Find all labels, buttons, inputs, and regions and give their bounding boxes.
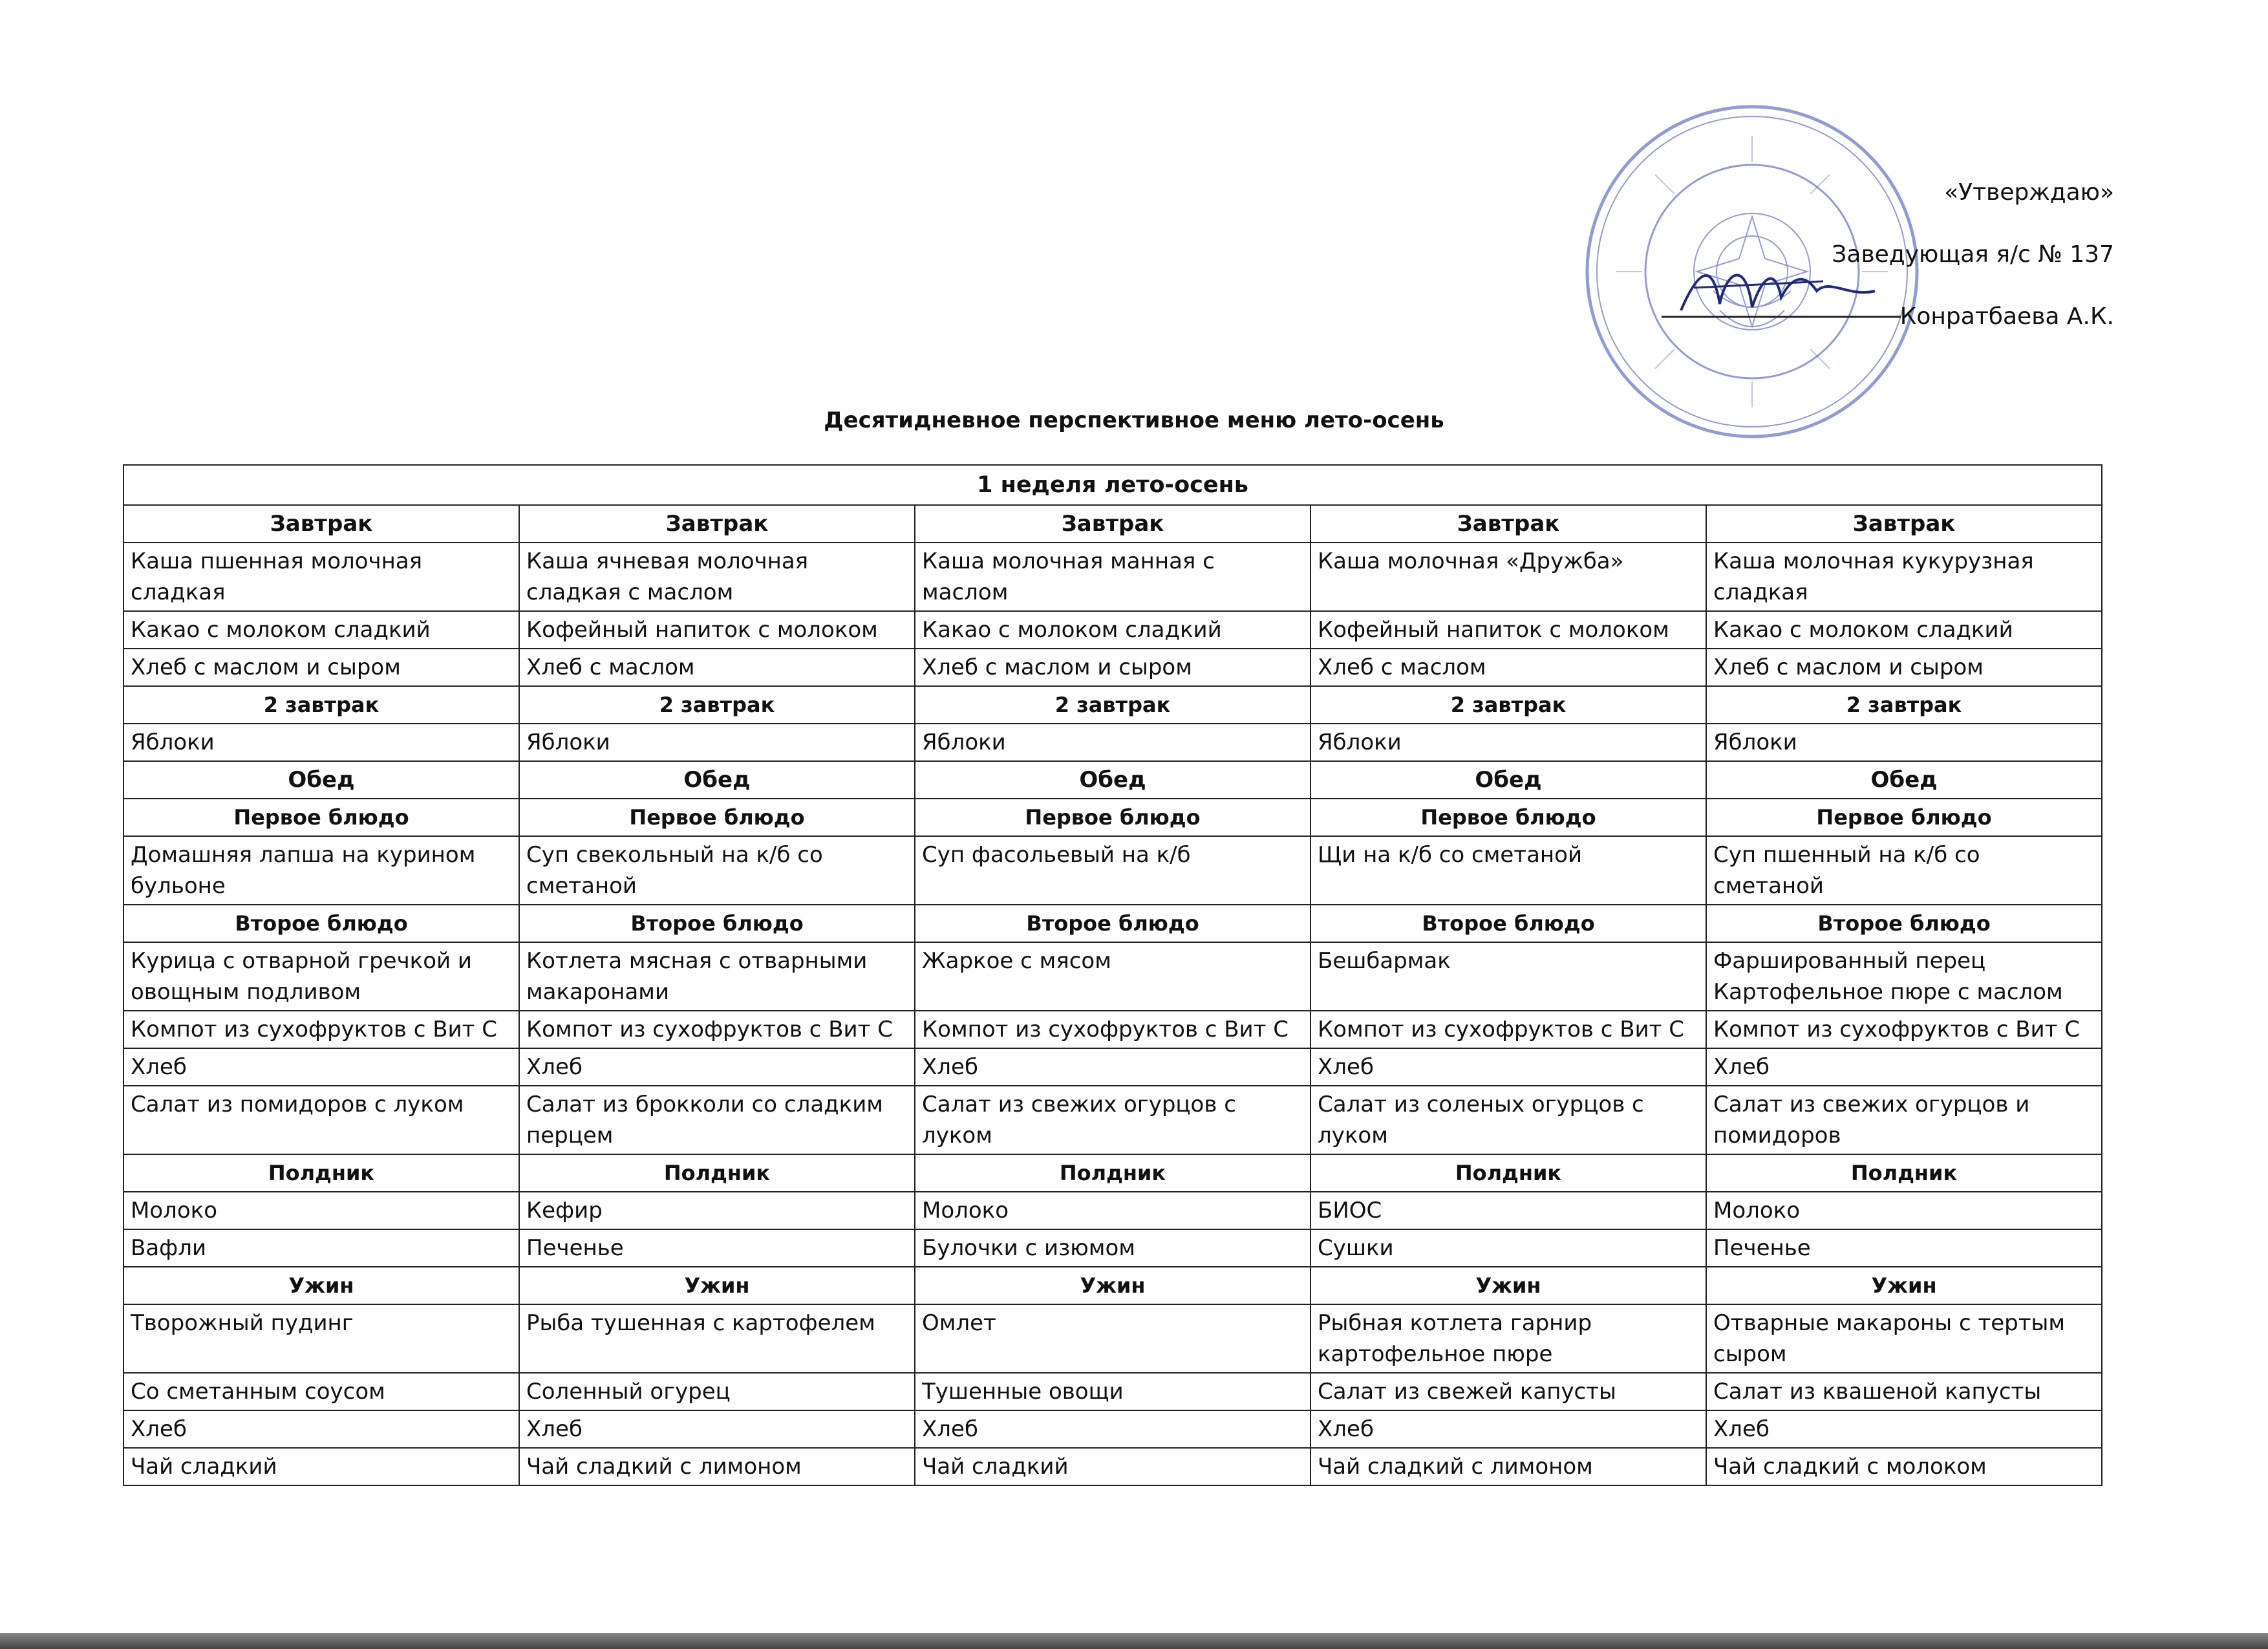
menu-cell: Хлеб [1311, 1048, 1706, 1086]
menu-cell: Чай сладкий [915, 1448, 1311, 1485]
section-header-cell: Полдник [1311, 1154, 1706, 1192]
section-header-cell: Второе блюдо [915, 905, 1311, 942]
menu-row [123, 611, 2102, 649]
section-header-cell: Второе блюдо [519, 905, 915, 942]
menu-cell: Хлеб [1706, 1410, 2102, 1448]
menu-row [123, 1086, 2102, 1154]
menu-cell: Компот из сухофруктов с Вит С [1706, 1011, 2102, 1048]
menu-cell: Яблоки [519, 724, 915, 761]
week-header-row [123, 465, 2102, 505]
section-header-cell: Завтрак [519, 505, 915, 543]
menu-cell: Чай сладкий с лимоном [519, 1448, 915, 1485]
menu-cell: Вафли [123, 1229, 519, 1267]
section-header-cell: Ужин [1706, 1267, 2102, 1304]
section-header-cell: 2 завтрак [915, 686, 1311, 724]
menu-cell: Яблоки [1311, 724, 1706, 761]
menu-row [123, 1448, 2102, 1485]
menu-cell: Курица с отварной гречкой и овощным подливом [123, 942, 519, 1011]
section-header-row [123, 1267, 2102, 1304]
menu-cell: Хлеб [1706, 1048, 2102, 1086]
menu-cell: Молоко [1706, 1192, 2102, 1229]
section-header-cell: Обед [1311, 761, 1706, 799]
menu-cell: Омлет [915, 1304, 1311, 1373]
menu-cell: Хлеб [519, 1410, 915, 1448]
menu-cell: Салат из соленых огурцов с луком [1311, 1086, 1706, 1154]
menu-cell: Хлеб [123, 1410, 519, 1448]
menu-cell: Со сметанным соусом [123, 1373, 519, 1410]
section-header-row [123, 1154, 2102, 1192]
section-header-cell: Первое блюдо [123, 799, 519, 836]
menu-row [123, 724, 2102, 761]
menu-row [123, 942, 2102, 1011]
menu-cell: Хлеб [519, 1048, 915, 1086]
section-header-cell: Первое блюдо [915, 799, 1311, 836]
menu-row [123, 1304, 2102, 1373]
section-header-cell: Завтрак [123, 505, 519, 543]
menu-cell: Соленный огурец [519, 1373, 915, 1410]
menu-cell: Творожный пудинг [123, 1304, 519, 1373]
menu-cell: Хлеб с маслом и сыром [915, 649, 1311, 686]
menu-row [123, 1410, 2102, 1448]
menu-cell: Какао с молоком сладкий [1706, 611, 2102, 649]
menu-cell: Салат из помидоров с луком [123, 1086, 519, 1154]
section-header-cell: Завтрак [915, 505, 1311, 543]
menu-cell: Компот из сухофруктов с Вит С [123, 1011, 519, 1048]
menu-row [123, 1048, 2102, 1086]
menu-cell: Хлеб с маслом и сыром [123, 649, 519, 686]
section-header-cell: 2 завтрак [1311, 686, 1706, 724]
section-header-cell: Обед [123, 761, 519, 799]
menu-cell: Рыбная котлета гарнир картофельное пюре [1311, 1304, 1706, 1373]
menu-row [123, 649, 2102, 686]
section-header-row [123, 799, 2102, 836]
menu-cell: Яблоки [123, 724, 519, 761]
menu-cell: Чай сладкий с лимоном [1311, 1448, 1706, 1485]
menu-cell: Компот из сухофруктов с Вит С [1311, 1011, 1706, 1048]
menu-cell: Хлеб [915, 1410, 1311, 1448]
menu-cell: Суп фасольевый на к/б [915, 836, 1311, 905]
menu-cell: Каша молочная манная с маслом [915, 543, 1311, 611]
menu-cell: Компот из сухофруктов с Вит С [519, 1011, 915, 1048]
menu-row [123, 836, 2102, 905]
menu-cell: Фаршированный перец Картофельное пюре с маслом [1706, 942, 2102, 1011]
menu-cell: Домашняя лапша на курином бульоне [123, 836, 519, 905]
section-header-cell: Завтрак [1706, 505, 2102, 543]
section-header-cell: Завтрак [1311, 505, 1706, 543]
menu-cell: Какао с молоком сладкий [123, 611, 519, 649]
approval-line-approve: «Утверждаю» [1944, 179, 2114, 206]
menu-cell: Яблоки [1706, 724, 2102, 761]
menu-cell: Булочки с изюмом [915, 1229, 1311, 1267]
menu-row [123, 1192, 2102, 1229]
week-title: 1 неделя лето-осень [123, 465, 2102, 505]
menu-cell: Печенье [519, 1229, 915, 1267]
document-title: Десятидневное перспективное меню лето-осень [824, 407, 1444, 433]
menu-cell: Компот из сухофруктов с Вит С [915, 1011, 1311, 1048]
menu-cell: Салат из свежих огурцов с луком [915, 1086, 1311, 1154]
menu-cell: Хлеб [915, 1048, 1311, 1086]
menu-cell: Кофейный напиток с молоком [519, 611, 915, 649]
menu-cell: Каша молочная кукурузная сладкая [1706, 543, 2102, 611]
section-header-cell: Обед [915, 761, 1311, 799]
menu-cell: Каша пшенная молочная сладкая [123, 543, 519, 611]
section-header-row [123, 761, 2102, 799]
section-header-cell: Ужин [1311, 1267, 1706, 1304]
menu-cell: Жаркое с мясом [915, 942, 1311, 1011]
menu-cell: Тушенные овощи [915, 1373, 1311, 1410]
section-header-cell: Ужин [915, 1267, 1311, 1304]
menu-cell: Молоко [915, 1192, 1311, 1229]
section-header-cell: Второе блюдо [1311, 905, 1706, 942]
menu-cell: Чай сладкий с молоком [1706, 1448, 2102, 1485]
section-header-cell: Обед [519, 761, 915, 799]
scan-edge [0, 1633, 2268, 1649]
menu-cell: Салат из свежих огурцов и помидоров [1706, 1086, 2102, 1154]
section-header-row [123, 686, 2102, 724]
menu-row [123, 543, 2102, 611]
menu-cell: Отварные макароны с тертым сыром [1706, 1304, 2102, 1373]
menu-cell: Щи на к/б со сметаной [1311, 836, 1706, 905]
section-header-cell: Полдник [915, 1154, 1311, 1192]
menu-cell: Котлета мясная с отварными макаронами [519, 942, 915, 1011]
section-header-cell: 2 завтрак [123, 686, 519, 724]
section-header-cell: Второе блюдо [123, 905, 519, 942]
section-header-cell: 2 завтрак [1706, 686, 2102, 724]
menu-cell: Хлеб [123, 1048, 519, 1086]
menu-row [123, 1011, 2102, 1048]
menu-cell: Сушки [1311, 1229, 1706, 1267]
section-header-row [123, 505, 2102, 543]
menu-cell: Молоко [123, 1192, 519, 1229]
menu-cell: Каша молочная «Дружба» [1311, 543, 1706, 611]
menu-row [123, 1373, 2102, 1410]
menu-cell: Кофейный напиток с молоком [1311, 611, 1706, 649]
menu-cell: БИОС [1311, 1192, 1706, 1229]
section-header-cell: Первое блюдо [1311, 799, 1706, 836]
section-header-cell: Полдник [1706, 1154, 2102, 1192]
section-header-cell: Первое блюдо [519, 799, 915, 836]
section-header-cell: Полдник [123, 1154, 519, 1192]
menu-cell: Хлеб [1311, 1410, 1706, 1448]
section-header-cell: Ужин [123, 1267, 519, 1304]
menu-cell: Салат из брокколи со сладким перцем [519, 1086, 915, 1154]
menu-cell: Рыба тушенная с картофелем [519, 1304, 915, 1373]
menu-cell: Суп пшенный на к/б со сметаной [1706, 836, 2102, 905]
menu-row [123, 1229, 2102, 1267]
approval-line-position: Заведующая я/с № 137 [1832, 241, 2114, 268]
menu-cell: Салат из квашеной капусты [1706, 1373, 2102, 1410]
menu-cell: Хлеб с маслом [1311, 649, 1706, 686]
menu-cell: Хлеб с маслом [519, 649, 915, 686]
menu-cell: Печенье [1706, 1229, 2102, 1267]
menu-cell: Суп свекольный на к/б со сметаной [519, 836, 915, 905]
menu-table [123, 464, 2102, 1486]
section-header-cell: 2 завтрак [519, 686, 915, 724]
menu-cell: Какао с молоком сладкий [915, 611, 1311, 649]
menu-cell: Чай сладкий [123, 1448, 519, 1485]
approval-block [1623, 162, 2114, 348]
menu-cell: Каша ячневая молочная сладкая с маслом [519, 543, 915, 611]
menu-cell: Хлеб с маслом и сыром [1706, 649, 2102, 686]
section-header-cell: Полдник [519, 1154, 915, 1192]
section-header-cell: Обед [1706, 761, 2102, 799]
menu-cell: Бешбармак [1311, 942, 1706, 1011]
section-header-cell: Ужин [519, 1267, 915, 1304]
section-header-cell: Второе блюдо [1706, 905, 2102, 942]
menu-cell: Кефир [519, 1192, 915, 1229]
menu-cell: Яблоки [915, 724, 1311, 761]
section-header-row [123, 905, 2102, 942]
section-header-cell: Первое блюдо [1706, 799, 2102, 836]
menu-cell: Салат из свежей капусты [1311, 1373, 1706, 1410]
approval-line-name: Конратбаева А.К. [1899, 303, 2114, 330]
